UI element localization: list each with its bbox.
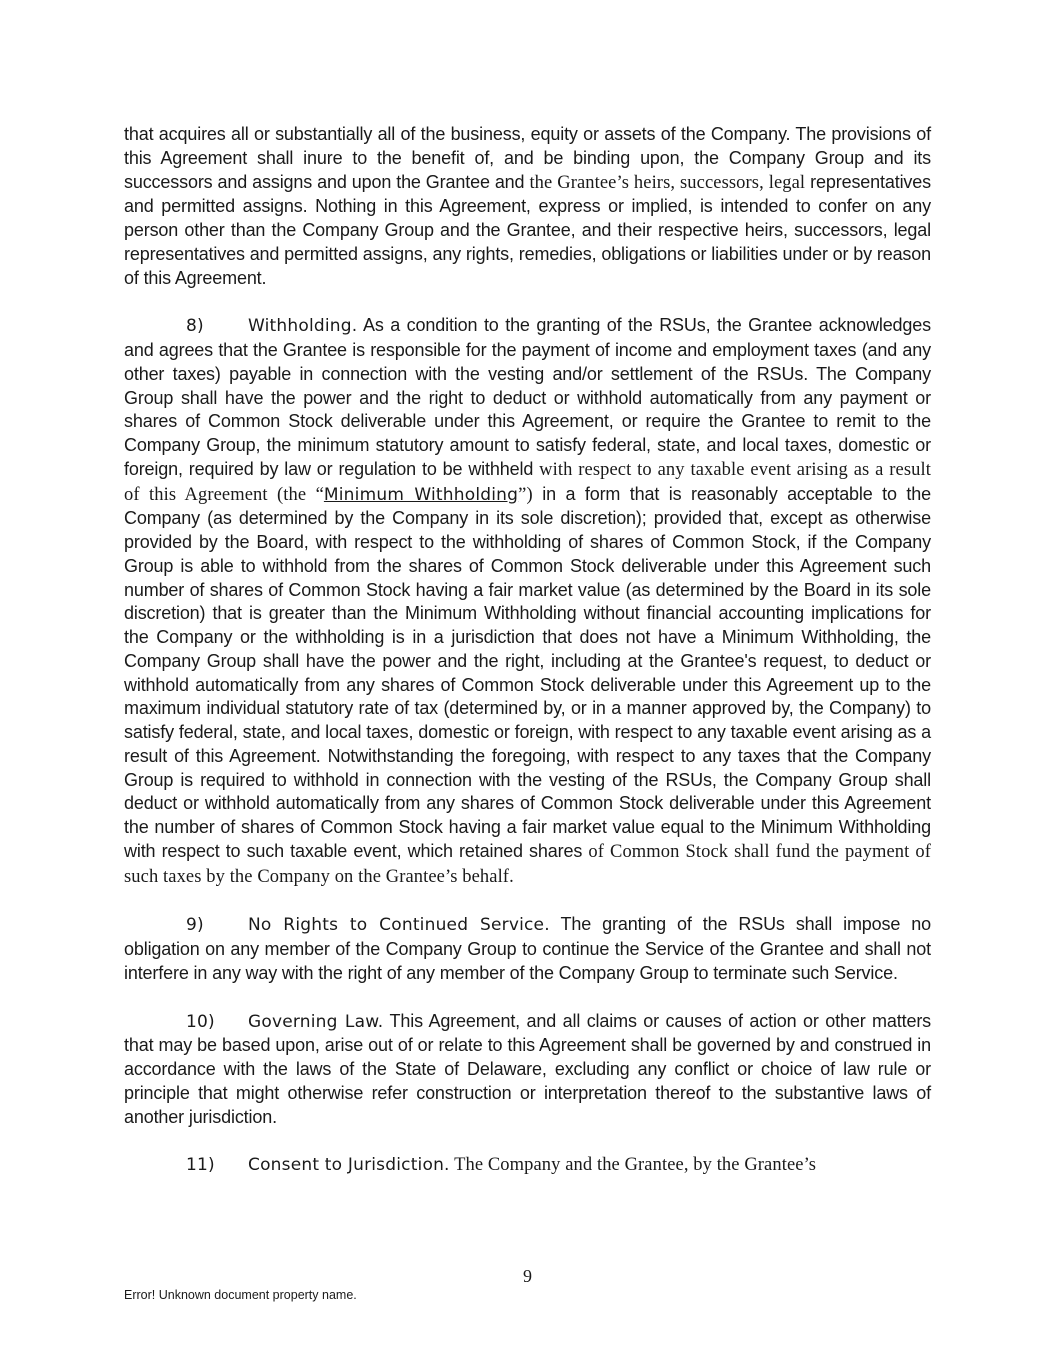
section-number: 10)	[186, 1011, 215, 1032]
section-text: This Agreement, and all claims or causes of action or other matters that may be based upon, arise out of or relate to this Agreement shall be governed by and construed in accordance with the laws of the State of Delaware, excluding any conflict or choice of law rule or principle that might otherwise refer construction or interpretation thereof to the substantive laws of another jurisdiction.	[124, 1010, 932, 1127]
paragraph-text: representatives and permitted assigns. Nothing in this Agreement, express or implied, is intended to confer on any person other than the Company Group and the Grantee, and their respective heirs, successors, legal representatives and permitted assigns, any rights, remedies, obligations or liabilities under or by reason of this Agreement.	[124, 171, 931, 288]
section-number: 8)	[186, 316, 204, 337]
section-heading: No Rights to Continued Service.	[248, 915, 550, 936]
section-text-serif: with respect to any taxable event arising as a result of this Agreement (the “	[124, 459, 931, 505]
paragraph-text: that acquires all or substantially all of the business, equity or assets of the Company. The provisions of this Agreement shall inure to the benefit of, and be binding upon, the Company Group and its successors and assigns and upon the Grantee and	[124, 124, 931, 192]
footer-error-note: Error! Unknown document property name.	[124, 1288, 357, 1302]
section-text: As a condition to the granting of the RSUs, the Grantee acknowledges and agrees that the Grantee is responsible for the payment of income and employment taxes (and any other taxes) payable in connection with the vesting and/or settlement of the RSUs. The Company Group shall have the power and the right to deduct or withhold automatically from any payment or shares of Common Stock deliverable under this Agreement, or require the Grantee to remit to the Company Group, the minimum statutory amount to satisfy federal, state, and local taxes, domestic or foreign, required by law or regulation to be withheld	[124, 315, 931, 479]
section-number: 9)	[186, 915, 204, 936]
paragraph-text-serif: the Grantee’s heirs, successors, legal	[529, 172, 806, 193]
section-heading: Withholding.	[248, 316, 358, 337]
section-text: The granting of the RSUs shall impose no obligation on any member of the Company Group to continue the Service of the Grantee and shall not interfere in any way with the right of any member of the Company Group to terminate such Service.	[124, 914, 931, 983]
section-withholding	[124, 314, 931, 889]
section-consent-to-jurisdiction	[124, 1153, 931, 1178]
section-text-serif: ”)	[518, 484, 533, 505]
section-number: 11)	[186, 1155, 215, 1176]
document-body	[124, 123, 931, 1178]
section-text: in a form that is reasonably acceptable to the Company (as determined by the Company in its sole discretion); provided that, except as otherwise provided by the Board, with respect to the withholding of shares of Common Stock, if the Company Group is able to withhold from the shares of Common Stock deliverable under this Agreement such number of shares of Common Stock having a fair market value (as determined by the Board in its sole discretion) that is greater than the Minimum Withholding without financial accounting implications for the Company or the withholding is in a jurisdiction that does not have a Minimum Withholding, the Company Group shall have the power and the right, including at the Grantee's request, to deduct or withhold automatically from any shares of Common Stock deliverable under this Agreement up to the maximum individual statutory rate of tax (determined by, or in a manner approved by, the Company) to satisfy federal, state, and local taxes, domestic or foreign, with respect to any taxable event arising as a result of this Agreement. Notwithstanding the foregoing, with respect to any taxes that the Company Group is required to withhold in connection with the vesting of the RSUs, the Company Group shall deduct or withhold automatically from any shares of Common Stock deliverable under this Agreement the number of shares of Common Stock having a fair market value equal to the Minimum Withholding with respect to such taxable event, which retained shares	[124, 483, 931, 861]
section-governing-law	[124, 1010, 931, 1130]
section-heading: Governing Law.	[248, 1011, 384, 1032]
section-text-serif: The Company and the Grantee, by the Grantee’s	[449, 1155, 817, 1176]
defined-term-minimum-withholding: Minimum Withholding	[323, 484, 519, 505]
section-heading: Consent to Jurisdiction.	[248, 1155, 450, 1176]
section-text-serif: of Common Stock shall fund the payment of such taxes by the Company on the Grantee’s behalf.	[124, 841, 931, 887]
paragraph-continuation	[124, 123, 931, 290]
section-no-rights-to-continued-service	[124, 913, 931, 985]
page-number: 9	[523, 1266, 532, 1286]
